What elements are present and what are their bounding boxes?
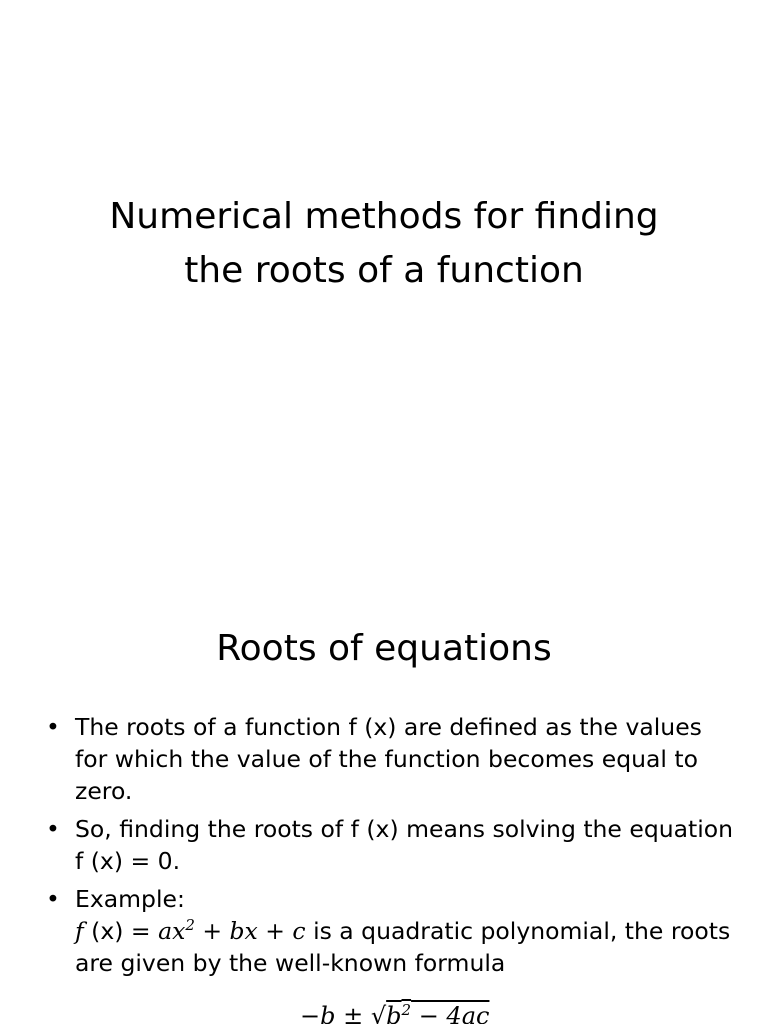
fx-args: (x) = xyxy=(83,917,159,945)
bullet-text: So, finding the roots of f (x) means solving the equation f (x) = 0. xyxy=(75,815,734,875)
bullet-icon: • xyxy=(46,815,60,843)
title-line-2: the roots of a function xyxy=(184,250,584,291)
fx-symbol: f xyxy=(75,917,84,945)
example-text xyxy=(75,917,730,977)
bullet-item xyxy=(44,883,734,979)
polynomial xyxy=(158,917,306,945)
bullet-item xyxy=(44,813,734,877)
example-description: is a quadratic polynomial, the roots are given by the well-known formula xyxy=(75,917,731,977)
section-title: Roots of equations xyxy=(216,628,552,669)
poly-term-a: ax xyxy=(158,917,186,945)
bullet-icon: • xyxy=(46,885,60,913)
bullet-list xyxy=(44,711,734,985)
formula-lead: −b ± √ xyxy=(300,1002,387,1024)
title-line-1: Numerical methods for finding xyxy=(109,196,659,237)
poly-rest: + bx + c xyxy=(194,917,306,945)
bullet-item xyxy=(44,711,734,807)
quadratic-formula xyxy=(300,1000,489,1024)
content-slide xyxy=(0,576,768,1024)
poly-exponent: 2 xyxy=(185,916,195,934)
bullet-text: The roots of a function f (x) are defined as the values for which the value of the function becomes equal to zero. xyxy=(75,713,702,805)
formula-radicand xyxy=(386,1002,489,1024)
radicand-base: b xyxy=(386,1002,402,1024)
radicand-exponent: 2 xyxy=(401,1001,412,1019)
radicand-rest: − 4ac xyxy=(411,1002,490,1024)
slide-title xyxy=(60,190,708,298)
bullet-text: Example: xyxy=(75,885,185,913)
bullet-icon: • xyxy=(46,713,60,741)
